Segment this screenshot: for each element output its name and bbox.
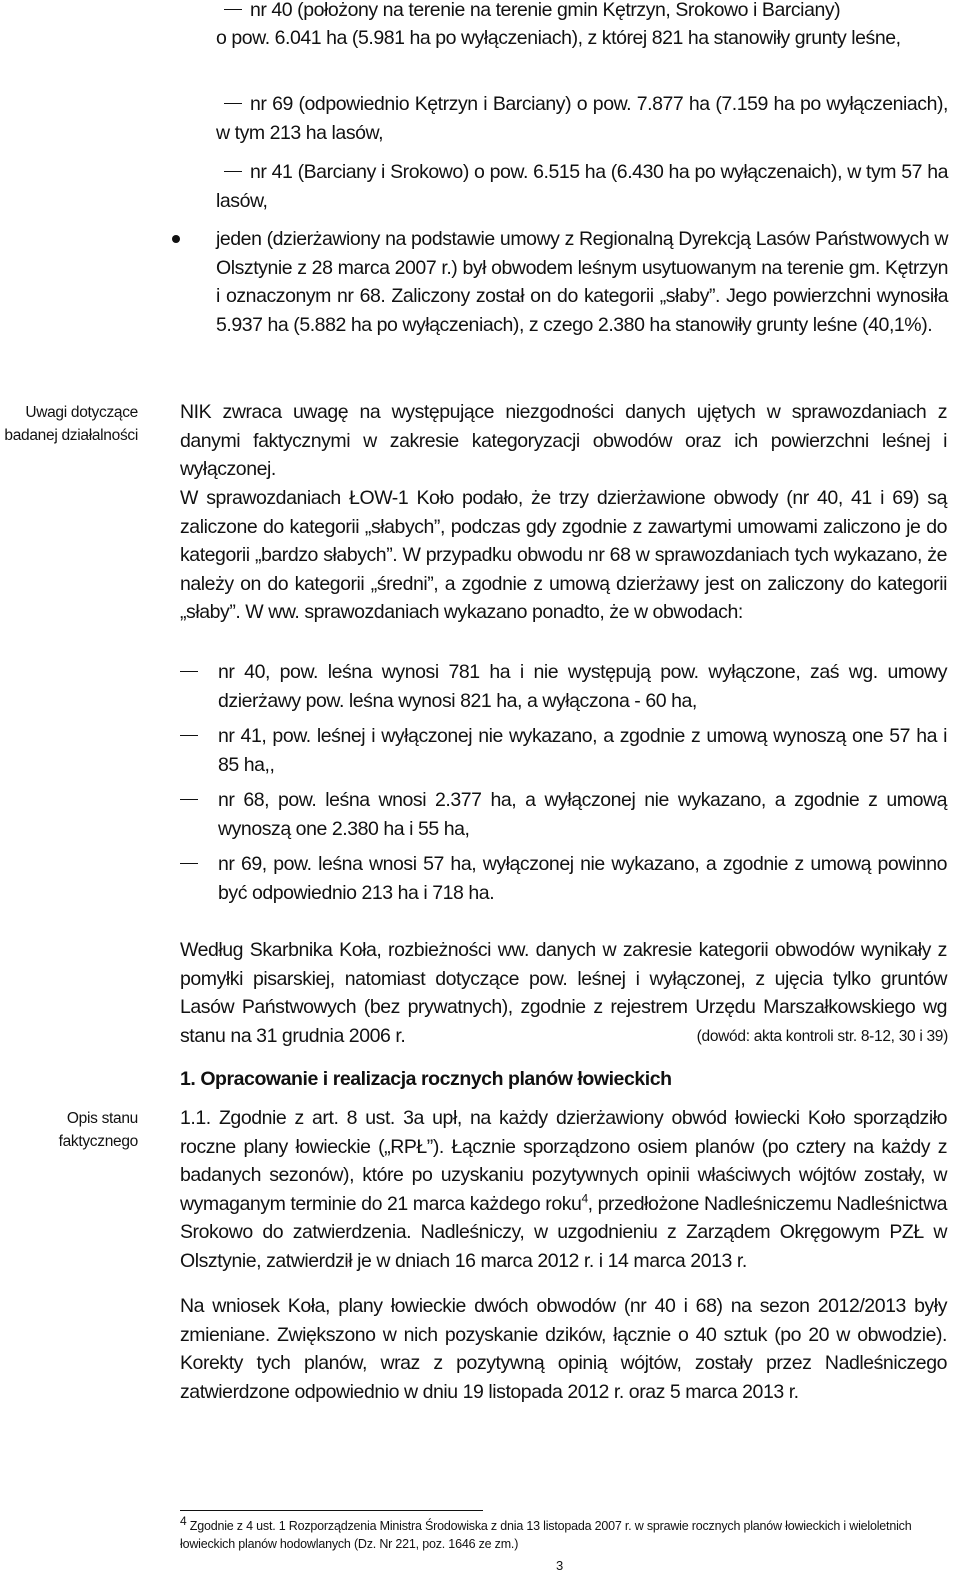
section-paragraph: Na wniosek Koła, plany łowieckie dwóch obwodów (nr 40 i 68) na sezon 2012/2013 były zmieniane. Zwiększono w nich pozyskanie dzików, łącznie o 40 sztuk (po 20 w obwodzie). Korekty tych planów, wraz z pozytywną opinią wójtów, zostały przez Nadleśniczego zatwierdzone odpowiednio w dniu 19 listopada 2012 r. oraz 5 marca 2013 r.	[180, 1295, 947, 1403]
list-item-text: nr 69 (odpowiednio Kętrzyn i Barciany) o pow. 7.877 ha (7.159 ha po wyłączeniach), w tym 213 ha lasów,	[216, 93, 948, 144]
dash-bullet-icon	[180, 799, 198, 800]
footnote	[180, 1513, 950, 1553]
bullet-icon	[172, 235, 180, 243]
remarks-paragraph: NIK zwraca uwagę na występujące niezgodności danych ujętych w sprawozdaniach z danymi faktycznymi w zakresie kategoryzacji obwodów oraz ich powierzchni leśnej i wyłączonej.	[180, 401, 947, 480]
list-item	[180, 658, 947, 718]
dash-bullet-icon	[180, 735, 198, 736]
side-label-remarks: Uwagi dotyczące badanej działalności	[4, 404, 138, 444]
list-item	[180, 850, 947, 910]
list-item-text: nr 41, pow. leśnej i wyłączonej nie wykazano, a zgodnie z umową wynoszą one 57 ha i 85 ha,,	[218, 725, 947, 776]
page-number: 3	[556, 1558, 564, 1573]
list-item-text: nr 40 (położony na terenie na terenie gmin Kętrzyn, Srokowo i Barciany)	[250, 0, 841, 21]
section-paragraph: 1.1. Zgodnie z art. 8 ust. 3a upł, na każdy dzierżawiony obwód łowiecki Koło sporządziło roczne plany łowieckie („RPŁ”). Łącznie sporządzono osiem planów (po cztery na każdy z badanych sezonów), które po uzyskaniu pozytywnych opinii właściwych wójtów zostały, w wymaganym terminie do 21 marca każdego roku$^4$, przedłożone Nadleśniczemu Nadleśnictwa Srokowo do zatwierdzenia. Nadleśniczy, w uzgodnieniu z Zarządem Okręgowym PZŁ w Olsztynie, zatwierdził je w dniach 16 marca 2012 r. i 14 marca 2013 r.	[180, 1107, 947, 1272]
section-heading: 1. Opracowanie i realizacja rocznych planów łowieckich	[180, 1068, 672, 1090]
remarks-paragraph: Według Skarbnika Koła, rozbieżności ww. danych w zakresie kategorii obwodów wynikały z pomyłki pisarskiej, natomiast dotyczące pow. leśnej i wyłączonej, z ujęcia tylko gruntów Lasów Państwowych (bez prywatnych), zgodnie z rejestrem Urzędu Marszałkowskiego wg stanu na 31 grudnia 2006 r.	[180, 939, 947, 1047]
evidence-reference: (dowód: akta kontroli str. 8-12, 30 i 39)	[696, 1028, 948, 1045]
footnote-separator	[180, 1510, 483, 1511]
list-item-text: nr 69, pow. leśna wnosi 57 ha, wyłączonej nie wykazano, a zgodnie z umową powinno być odpowiednio 213 ha i 718 ha.	[218, 853, 947, 904]
list-item-text: nr 41 (Barciany i Srokowo) o pow. 6.515 ha (6.430 ha po wyłączenaich), w tym 57 ha lasów,	[216, 161, 948, 212]
dash-bullet-icon	[180, 671, 198, 672]
side-label-facts: Opis stanu faktycznego	[58, 1110, 138, 1150]
footnote-ref[interactable]: 4	[581, 1191, 588, 1205]
dash-bullet-icon	[180, 863, 198, 864]
remarks-paragraph: W sprawozdaniach ŁOW-1 Koło podało, że trzy dzierżawione obwody (nr 40, 41 i 69) są zaliczone do kategorii „słabych”, podczas gdy zgodnie z zawartymi umowami zaliczono je do kategorii „bardzo słabych”. W przypadku obwodu nr 68 w sprawozdaniach tych wykazano, że należy on do kategorii „średni”, a zgodnie z umową dzierżawy jest on zaliczony do kategorii „słaby”. W ww. sprawozdaniach wykazano ponadto, że w obwodach:	[180, 487, 947, 623]
list-item-text: nr 40, pow. leśna wynosi 781 ha i nie występują pow. wyłączone, zaś wg. umowy dzierżawy pow. leśna wynosi 821 ha, a wyłączona - 60 ha,	[218, 661, 947, 712]
footnote-mark: 4	[180, 1513, 187, 1528]
list-item-text: nr 68, pow. leśna wnosi 2.377 ha, a wyłączonej nie wykazano, a zgodnie z umową wynoszą one 2.380 ha i 55 ha,	[218, 789, 947, 840]
list-item-text: o pow. 6.041 ha (5.981 ha po wyłączeniach), z której 821 ha stanowiły grunty leśne,	[216, 27, 901, 49]
list-item	[180, 722, 947, 782]
list-item-text: jeden (dzierżawiony na podstawie umowy z Regionalną Dyrekcją Lasów Państwowych w Olsztynie z 28 marca 2007 r.) był obwodem leśnym usytuowanym na terenie gm. Kętrzyn i oznaczonym nr 68. Zaliczony został on do kategorii „słaby”. Jego powierzchni wynosiła 5.937 ha (5.882 ha po wyłączeniach), z czego 2.380 ha stanowiły grunty leśne (40,1%).	[216, 228, 948, 336]
list-item	[180, 786, 947, 846]
footnote-text: Zgodnie z 4 ust. 1 Rozporządzenia Ministra Środowiska z dnia 13 listopada 2007 r. w sprawie rocznych planów łowieckich i wieloletnich łowieckich planów hodowlanych (Dz. Nr 221, poz. 1646 ze zm.)	[180, 1519, 912, 1551]
dash-bullet-icon	[224, 9, 242, 10]
